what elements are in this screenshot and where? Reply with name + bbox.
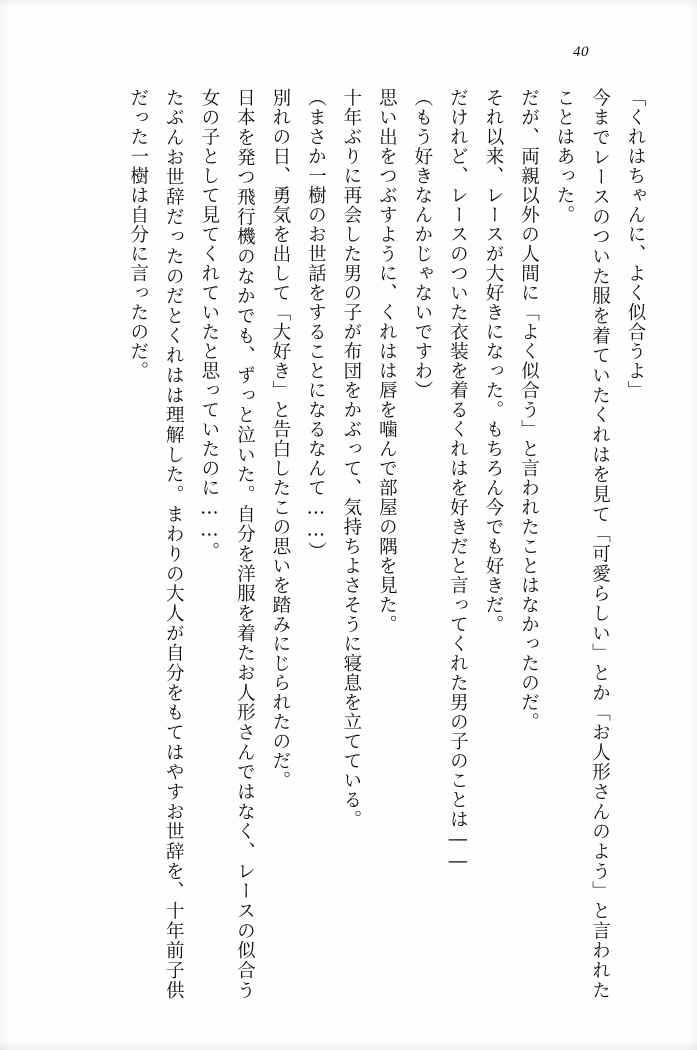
paragraph-6: （もう好きなんかじゃないですわ） — [411, 88, 433, 400]
paragraph-1: 「くれはちゃんに、よく似合うよ」 — [625, 88, 646, 400]
page-number: 40 — [573, 44, 589, 60]
paragraph-12: たぶんお世辞だったのだとくれはは理解した。まわりの大人が自分をもてはやすお世辞を、十年前子供だった一樹は自分に言ったのだ。 — [127, 88, 185, 1001]
scan-shade-top — [0, 0, 697, 8]
paragraph-8: 十年ぶりに再会した男の子が布団をかぶって、気持ちよさそうに寝息を立てている。 — [340, 88, 362, 829]
scan-shade-bottom — [0, 1040, 697, 1050]
paragraph-3: だが、両親以外の人間に「よく似合う」と言われたことはなかったのだ。 — [518, 88, 540, 732]
paragraph-4: それ以来、レースが大好きになった。もちろん今でも好きだ。 — [482, 88, 504, 634]
paragraph-11: 日本を発つ飛行機のなかでも、ずっと泣いた。自分を洋服を着たお人形さんではなく、レースの似合う女の子として見てくれていたと思っていたのに……。 — [198, 88, 256, 1000]
paragraph-7: 思い出をつぶすように、くれはは唇を噛んで部屋の隅を見た。 — [376, 88, 398, 634]
paragraph-2: 今までレースのついた服を着ていたくれはを見て「可愛らしい」とか「お人形さんのよう」と言われたことはあった。 — [553, 88, 611, 1000]
scan-shade-right — [689, 0, 697, 1050]
paragraph-10: 別れの日、勇気を出して「大好き」と告白したこの思いを踏みにじられたのだ。 — [269, 88, 291, 790]
paragraph-9: （まさか一樹のお世話をすることになるなんて……） — [305, 88, 327, 561]
body-text — [44, 88, 653, 1000]
scan-shade-left — [0, 0, 10, 1050]
paragraph-5: だけれど、レースのついた衣装を着るくれはを好きだと言ってくれた男の子のことは―― — [447, 88, 469, 873]
